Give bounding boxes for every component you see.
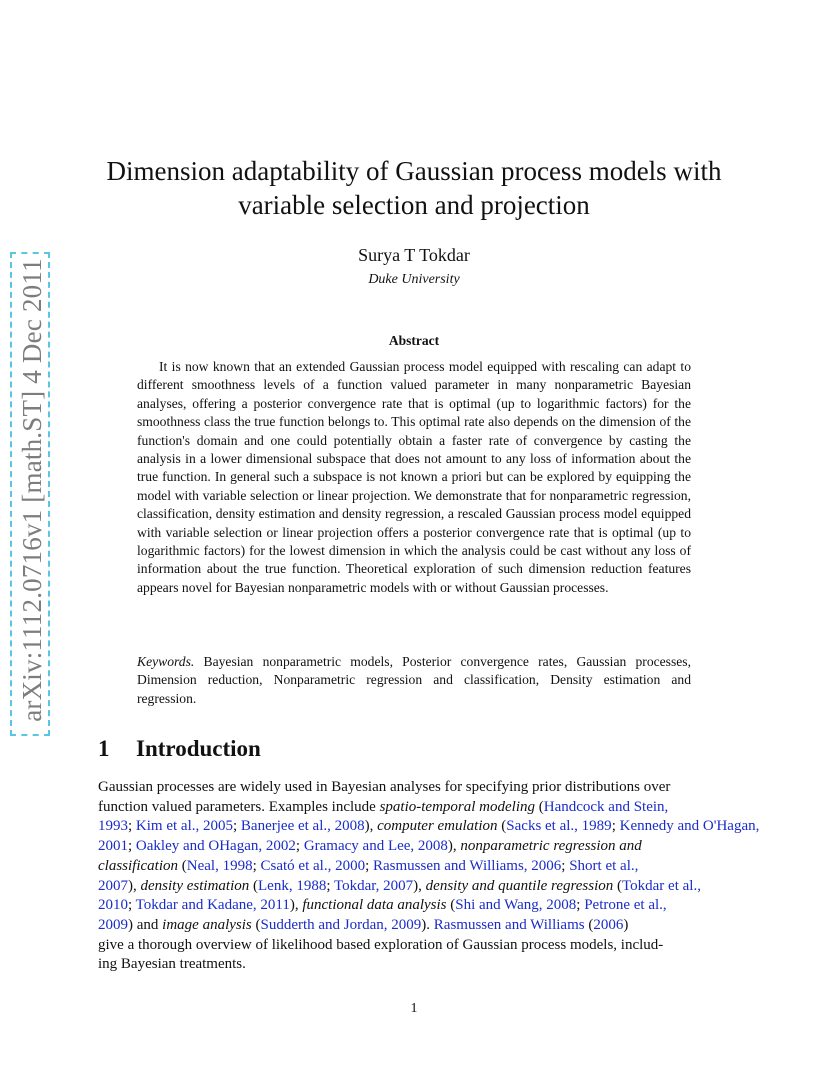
- page-number: 1: [410, 1001, 418, 1016]
- citation-link[interactable]: 2009: [98, 916, 128, 933]
- intro-line: 2009) and image analysis (Sudderth and Jordan, 2009). Rasmussen and Williams (2006): [98, 916, 629, 933]
- citation-link[interactable]: Sudderth and Jordan, 2009: [260, 916, 422, 933]
- citation-link[interactable]: Csató et al., 2000: [260, 857, 366, 874]
- section-number: 1: [98, 736, 110, 761]
- intro-line: 2001; Oakley and OHagan, 2002; Gramacy and Lee, 2008), nonparametric regression and: [98, 838, 642, 855]
- abstract-body: It is now known that an extended Gaussian process model equipped with rescaling can adapt to different smoothness levels of a function valued parameter in many nonparametric Bayesian analyses, offering a posterior convergence rate that is optimal (up to logarithmic factors) for the smoothness class the true function belongs to. This optimal rate also depends on the dimension of the function's domain and one could potentially obtain a faster rate of convergence by casting the analysis in a lower dimensional subspace that does not amount to any loss of information about the true function. In general such a subspace is not known a priori but can be explored by equipping the model with variable selection or linear projection. We demonstrate that for nonparametric regression, classification, density estimation and density regression, a rescaled Gaussian process model equipped with variable selection or linear projection offers a posterior convergence rate that is optimal (up to logarithmic factors) for the lowest dimension in which the analysis could be cast without any loss of information about the true function. Theoretical exploration of such dimension reduction features appears novel for Bayesian nonparametric models with or without Gaussian processes.: [137, 359, 691, 595]
- intro-line: give a thorough overview of likelihood based exploration of Gaussian process models, includ-: [98, 936, 664, 953]
- citation-link[interactable]: Shi and Wang, 2008: [455, 897, 577, 914]
- abstract-heading: Abstract: [388, 333, 440, 348]
- keywords: [137, 653, 691, 708]
- citation-link[interactable]: Neal, 1998: [186, 857, 253, 874]
- intro-line: 2010; Tokdar and Kadane, 2011), functional data analysis (Shi and Wang, 2008; Petrone et al.,: [98, 897, 667, 914]
- author-name: Surya T Tokdar: [358, 245, 470, 265]
- intro-line: ing Bayesian treatments.: [98, 956, 246, 973]
- citation-link[interactable]: Handcock and Stein,: [543, 798, 669, 815]
- citation-link[interactable]: Kennedy and O'Hagan,: [619, 818, 760, 835]
- citation-link[interactable]: Rasmussen and Williams, 2006: [373, 857, 562, 874]
- citation-link[interactable]: Petrone et al.,: [584, 897, 667, 914]
- intro-line: 1993; Kim et al., 2005; Banerjee et al., 2008), computer emulation (Sacks et al., 1989; Kennedy and O'Hagan,: [98, 818, 760, 835]
- keywords-label: Keywords.: [137, 654, 195, 669]
- citation-link[interactable]: 2007: [98, 877, 128, 894]
- intro-paragraph: [98, 778, 760, 975]
- citation-link[interactable]: Tokdar et al.,: [622, 877, 701, 894]
- citation-link[interactable]: Short et al.,: [569, 857, 639, 874]
- section-title: Introduction: [136, 736, 261, 761]
- title-line-2: variable selection and projection: [238, 190, 590, 220]
- paper-title: [80, 154, 748, 222]
- citation-link[interactable]: Gramacy and Lee, 2008: [303, 838, 448, 855]
- citation-link[interactable]: Kim et al., 2005: [135, 818, 233, 835]
- intro-line: classification (Neal, 1998; Csató et al., 2000; Rasmussen and Williams, 2006; Short et al.,: [98, 857, 639, 874]
- citation-link[interactable]: 2006: [593, 916, 624, 933]
- citation-link[interactable]: Banerjee et al., 2008: [240, 818, 365, 835]
- citation-link[interactable]: Tokdar and Kadane, 2011: [135, 897, 290, 914]
- intro-line: 2007), density estimation (Lenk, 1988; Tokdar, 2007), density and quantile regression (Tokdar et al.,: [98, 877, 701, 894]
- citation-link[interactable]: Sacks et al., 1989: [506, 818, 612, 835]
- citation-link[interactable]: Lenk, 1988: [258, 877, 327, 894]
- citation-link[interactable]: Rasmussen and Williams: [433, 916, 585, 933]
- citation-link[interactable]: 1993: [98, 818, 128, 835]
- citation-link[interactable]: 2001: [98, 838, 128, 855]
- citation-link[interactable]: 2010: [98, 897, 128, 914]
- arxiv-stamp[interactable]: arXiv:1112.0716v1 [math.ST] 4 Dec 2011: [17, 258, 47, 722]
- intro-line: Gaussian processes are widely used in Bayesian analyses for specifying prior distributions over: [98, 779, 671, 795]
- author-affiliation: Duke University: [368, 272, 460, 287]
- intro-line: function valued parameters. Examples include spatio-temporal modeling (Handcock and Stein,: [98, 798, 669, 815]
- citation-link[interactable]: Oakley and OHagan, 2002: [135, 838, 296, 855]
- citation-link[interactable]: Tokdar, 2007: [333, 877, 414, 894]
- title-line-1: Dimension adaptability of Gaussian process models with: [106, 156, 722, 186]
- section-heading: [98, 734, 261, 764]
- keywords-text: Bayesian nonparametric models, Posterior convergence rates, Gaussian processes, Dimension reduction, Nonparametric regression and classification, Density estimation and regression.: [137, 654, 691, 706]
